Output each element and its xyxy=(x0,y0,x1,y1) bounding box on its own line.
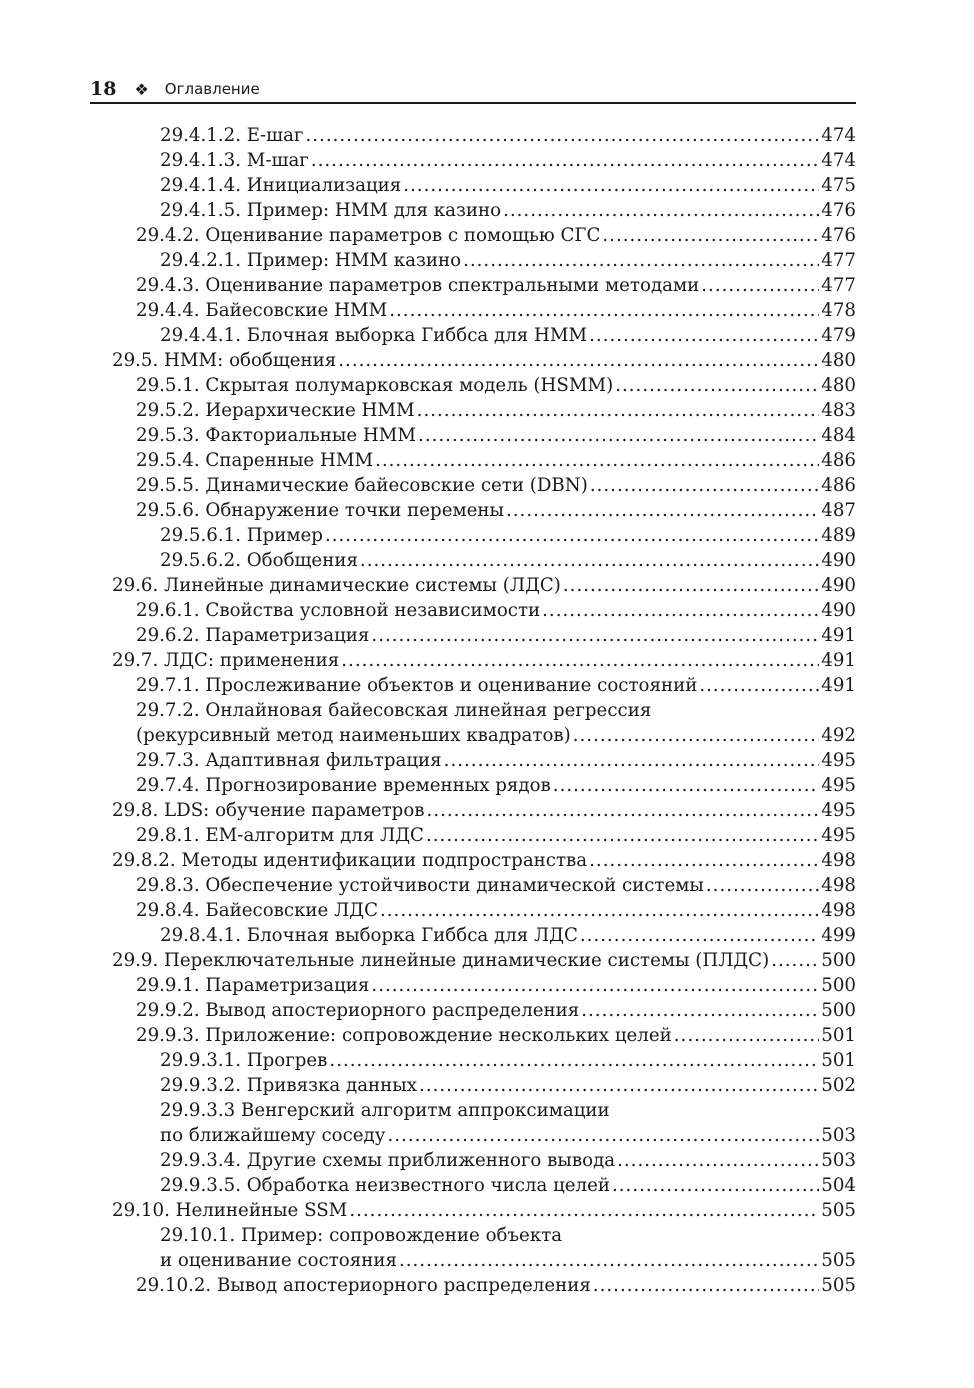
toc-entry[interactable] xyxy=(112,523,856,548)
toc-entry-title: по ближайшему соседу xyxy=(160,1125,386,1146)
toc-entry-title: 29.10.2. Вывод апостериорного распределения xyxy=(136,1275,591,1296)
toc-entry-title: 29.7.3. Адаптивная фильтрация xyxy=(136,750,442,771)
toc-entry-title: 29.9.3. Приложение: сопровождение нескольких целей xyxy=(136,1025,672,1046)
toc-entry[interactable] xyxy=(112,1023,856,1048)
toc-entry-title: 29.7.1. Прослеживание объектов и оценивание состояний xyxy=(136,675,698,696)
toc-entry-title: 29.5.2. Иерархические НММ xyxy=(136,400,415,421)
toc-entry[interactable] xyxy=(112,123,856,148)
toc-entry[interactable] xyxy=(112,373,856,398)
toc-entry-title: 29.10.1. Пример: сопровождение объекта xyxy=(160,1225,563,1246)
toc-page-number: 490 xyxy=(821,600,856,621)
dot-leader xyxy=(426,823,819,848)
toc-entry[interactable] xyxy=(112,723,856,748)
dot-leader xyxy=(371,973,819,998)
toc-page-number: 505 xyxy=(821,1200,856,1221)
dot-leader xyxy=(427,798,820,823)
toc-entry-title: 29.6.1. Свойства условной независимости xyxy=(136,600,541,621)
toc-entry[interactable] xyxy=(112,598,856,623)
dot-leader xyxy=(403,173,819,198)
toc-entry-title: 29.5.6. Обнаружение точки перемены xyxy=(136,500,504,521)
toc-page-number: 498 xyxy=(821,850,856,871)
dot-leader xyxy=(580,923,819,948)
dot-leader xyxy=(418,423,819,448)
toc-entry[interactable] xyxy=(112,848,856,873)
toc-page-number: 495 xyxy=(821,775,856,796)
dot-leader xyxy=(419,1073,819,1098)
toc-entry[interactable] xyxy=(112,673,856,698)
toc-entry-title: 29.8.4.1. Блочная выборка Гиббса для ЛДС xyxy=(160,925,578,946)
toc-page-number: 505 xyxy=(821,1250,856,1271)
toc-entry[interactable] xyxy=(112,1123,856,1148)
toc-page-number: 501 xyxy=(821,1025,856,1046)
toc-entry-title: 29.9.3.5. Обработка неизвестного числа целей xyxy=(160,1175,610,1196)
toc-page-number: 503 xyxy=(821,1150,856,1171)
dot-leader xyxy=(360,548,819,573)
toc-entry-title: 29.9.3.4. Другие схемы приближенного вывода xyxy=(160,1150,616,1171)
toc-page-number: 474 xyxy=(821,125,856,146)
dot-leader xyxy=(380,898,819,923)
toc-entry[interactable] xyxy=(112,223,856,248)
toc-page-number: 476 xyxy=(821,200,856,221)
toc-entry[interactable] xyxy=(112,923,856,948)
dot-leader xyxy=(573,723,820,748)
toc-page-number: 491 xyxy=(821,625,856,646)
dot-leader xyxy=(706,873,819,898)
toc-page-number: 491 xyxy=(821,650,856,671)
toc-entry-title: 29.7.4. Прогнозирование временных рядов xyxy=(136,775,551,796)
dot-leader xyxy=(325,523,819,548)
toc-page-number: 505 xyxy=(821,1275,856,1296)
page-header xyxy=(90,76,856,104)
toc-page-number: 500 xyxy=(821,975,856,996)
ornament-icon: ❖ xyxy=(134,79,149,99)
toc-entry[interactable] xyxy=(112,248,856,273)
toc-entry[interactable] xyxy=(112,273,856,298)
toc-entry[interactable] xyxy=(112,1223,856,1248)
toc-page-number: 502 xyxy=(821,1075,856,1096)
toc-page-number: 479 xyxy=(821,325,856,346)
toc-entry-title: 29.9.2. Вывод апостериорного распределения xyxy=(136,1000,580,1021)
toc-entry[interactable] xyxy=(112,873,856,898)
toc-entry-title: 29.9. Переключательные линейные динамические системы (ПЛДС) xyxy=(112,950,770,971)
toc-entry-title: 29.9.1. Параметризация xyxy=(136,975,370,996)
toc-entry[interactable] xyxy=(112,623,856,648)
toc-entry[interactable] xyxy=(112,398,856,423)
toc-page-number: 501 xyxy=(821,1050,856,1071)
toc-entry-title: 29.5.3. Факториальные НММ xyxy=(136,425,417,446)
toc-entry[interactable] xyxy=(112,1173,856,1198)
running-title: Оглавление xyxy=(164,80,260,98)
toc-page-number: 491 xyxy=(821,675,856,696)
toc-page-number: 476 xyxy=(821,225,856,246)
toc-page-number: 500 xyxy=(821,950,856,971)
toc-page-number: 495 xyxy=(821,825,856,846)
dot-leader xyxy=(699,673,819,698)
dot-leader xyxy=(338,348,819,373)
dot-leader xyxy=(463,248,819,273)
toc-page-number: 477 xyxy=(821,250,856,271)
toc-entry[interactable] xyxy=(112,648,856,673)
toc-entry-title: 29.9.3.2. Привязка данных xyxy=(160,1075,418,1096)
toc-entry-title: 29.4.1.4. Инициализация xyxy=(160,175,402,196)
toc-entry[interactable] xyxy=(112,748,856,773)
toc-entry[interactable] xyxy=(112,548,856,573)
toc-page-number: 490 xyxy=(821,550,856,571)
toc-entry-title: 29.4.1.5. Пример: НММ для казино xyxy=(160,200,502,221)
toc-entry[interactable] xyxy=(112,823,856,848)
toc-entry[interactable] xyxy=(112,448,856,473)
toc-entry-title: и оценивание состояния xyxy=(160,1250,397,1271)
dot-leader xyxy=(417,398,820,423)
toc-entry[interactable] xyxy=(112,898,856,923)
toc-entry[interactable] xyxy=(112,948,856,973)
dot-leader xyxy=(701,273,819,298)
toc-entry[interactable] xyxy=(112,1048,856,1073)
toc-entry-title: 29.4.1.2. Е-шаг xyxy=(160,125,304,146)
toc-entry-title: 29.5.5. Динамические байесовские сети (DBN) xyxy=(136,475,588,496)
dot-leader xyxy=(399,1248,819,1273)
dot-leader xyxy=(589,848,819,873)
dot-leader xyxy=(503,198,819,223)
dot-leader xyxy=(593,1273,819,1298)
toc-page-number: 499 xyxy=(821,925,856,946)
toc-entry-title: 29.4.2.1. Пример: НММ казино xyxy=(160,250,462,271)
toc-entry-title: 29.9.3.3 Венгерский алгоритм аппроксимации xyxy=(160,1100,610,1121)
dot-leader xyxy=(329,1048,819,1073)
toc-page-number: 483 xyxy=(821,400,856,421)
toc-entry-title: 29.8.4. Байесовские ЛДС xyxy=(136,900,378,921)
toc-entry-title: 29.8.2. Методы идентификации подпространства xyxy=(112,850,588,871)
dot-leader xyxy=(589,323,819,348)
toc-page-number: 487 xyxy=(821,500,856,521)
dot-leader xyxy=(581,998,819,1023)
dot-leader xyxy=(674,1023,820,1048)
toc-page-number: 490 xyxy=(821,575,856,596)
toc-entry-title: 29.7.2. Онлайновая байесовская линейная регрессия xyxy=(136,700,652,721)
toc-entry[interactable] xyxy=(112,1198,856,1223)
toc-entry-title: 29.8.1. ЕМ-алгоритм для ЛДС xyxy=(136,825,424,846)
dot-leader xyxy=(389,298,819,323)
toc-entry[interactable] xyxy=(112,198,856,223)
toc-page-number: 486 xyxy=(821,475,856,496)
toc-entry[interactable] xyxy=(112,323,856,348)
toc-entry[interactable] xyxy=(112,573,856,598)
toc-entry-title: (рекурсивный метод наименьших квадратов) xyxy=(136,725,571,746)
dot-leader xyxy=(602,223,819,248)
toc-page-number: 500 xyxy=(821,1000,856,1021)
dot-leader xyxy=(311,148,819,173)
toc-entry-title: 29.10. Нелинейные SSM xyxy=(112,1200,348,1221)
toc-entry[interactable] xyxy=(112,698,856,723)
toc-page-number: 495 xyxy=(821,800,856,821)
toc-entry[interactable] xyxy=(112,423,856,448)
toc-entry-title: 29.6. Линейные динамические системы (ЛДС) xyxy=(112,575,561,596)
toc-entry[interactable] xyxy=(112,798,856,823)
toc-entry[interactable] xyxy=(112,1073,856,1098)
toc-entry-title: 29.4.2. Оценивание параметров с помощью СГС xyxy=(136,225,601,246)
toc-entry-title: 29.4.1.3. М-шаг xyxy=(160,150,309,171)
toc-entry-title: 29.5. НММ: обобщения xyxy=(112,350,337,371)
dot-leader xyxy=(506,498,819,523)
toc-entry-title: 29.5.4. Спаренные НММ xyxy=(136,450,374,471)
toc-page-number: 495 xyxy=(821,750,856,771)
dot-leader xyxy=(542,598,819,623)
dot-leader xyxy=(305,123,819,148)
toc-page-number: 480 xyxy=(821,375,856,396)
toc-entry-title: 29.5.6.2. Обобщения xyxy=(160,550,358,571)
toc-entry[interactable] xyxy=(112,773,856,798)
dot-leader xyxy=(387,1123,819,1148)
toc-entry[interactable] xyxy=(112,298,856,323)
toc-entry[interactable] xyxy=(112,998,856,1023)
toc-page-number: 503 xyxy=(821,1125,856,1146)
toc-page-number: 478 xyxy=(821,300,856,321)
toc-entry[interactable] xyxy=(112,1248,856,1273)
toc-entry-title: 29.5.1. Скрытая полумарковская модель (HSMM) xyxy=(136,375,614,396)
toc-page-number: 474 xyxy=(821,150,856,171)
toc-page-number: 492 xyxy=(821,725,856,746)
dot-leader xyxy=(771,948,819,973)
toc-entry[interactable] xyxy=(112,473,856,498)
toc-entry-title: 29.5.6.1. Пример xyxy=(160,525,323,546)
toc-entry[interactable] xyxy=(112,348,856,373)
toc-page-number: 477 xyxy=(821,275,856,296)
toc-entry-title: 29.8.3. Обеспечение устойчивости динамической системы xyxy=(136,875,704,896)
dot-leader xyxy=(349,1198,819,1223)
toc-entry[interactable] xyxy=(112,1098,856,1123)
toc-entry-title: 29.7. ЛДС: применения xyxy=(112,650,340,671)
dot-leader xyxy=(590,473,819,498)
toc-entry[interactable] xyxy=(112,1148,856,1173)
dot-leader xyxy=(553,773,819,798)
toc-page-number: 498 xyxy=(821,875,856,896)
toc-entry[interactable] xyxy=(112,498,856,523)
toc-page-number: 484 xyxy=(821,425,856,446)
toc-entry[interactable] xyxy=(112,148,856,173)
dot-leader xyxy=(563,573,819,598)
toc-entry[interactable] xyxy=(112,1273,856,1298)
toc-entry-title: 29.8. LDS: обучение параметров xyxy=(112,800,425,821)
toc-page-number: 489 xyxy=(821,525,856,546)
dot-leader xyxy=(375,448,819,473)
toc-entry-title: 29.4.3. Оценивание параметров спектральными методами xyxy=(136,275,700,296)
dot-leader xyxy=(615,373,819,398)
toc-entry-title: 29.4.4.1. Блочная выборка Гиббса для НММ xyxy=(160,325,588,346)
toc-page-number: 498 xyxy=(821,900,856,921)
dot-leader xyxy=(617,1148,819,1173)
table-of-contents xyxy=(112,123,856,1298)
toc-page-number: 486 xyxy=(821,450,856,471)
toc-entry[interactable] xyxy=(112,173,856,198)
toc-page-number: 475 xyxy=(821,175,856,196)
toc-entry[interactable] xyxy=(112,973,856,998)
toc-entry-title: 29.4.4. Байесовские НММ xyxy=(136,300,388,321)
dot-leader xyxy=(444,748,820,773)
toc-page-number: 504 xyxy=(821,1175,856,1196)
dot-leader xyxy=(341,648,819,673)
toc-page-number: 480 xyxy=(821,350,856,371)
toc-entry-title: 29.9.3.1. Прогрев xyxy=(160,1050,328,1071)
dot-leader xyxy=(612,1173,819,1198)
toc-entry-title: 29.6.2. Параметризация xyxy=(136,625,370,646)
page-number: 18 xyxy=(90,78,117,100)
dot-leader xyxy=(371,623,819,648)
